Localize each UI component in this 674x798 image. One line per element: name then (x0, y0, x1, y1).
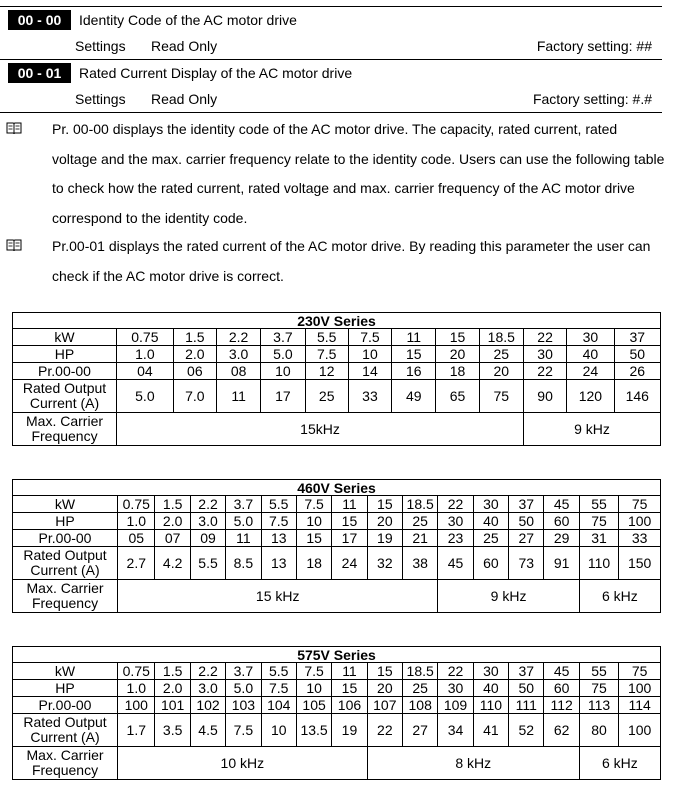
book-icon (6, 122, 22, 135)
table-cell: 50 (614, 346, 660, 363)
table-cell: 2.0 (155, 513, 190, 530)
table-cell: 60 (473, 547, 508, 580)
table-cell: 7.5 (261, 513, 296, 530)
table-cell: 150 (619, 547, 661, 580)
table-cell: 1.0 (118, 680, 155, 697)
row-label: kW (13, 496, 118, 513)
table-cell: 24 (567, 363, 614, 380)
table-cell: 75 (579, 680, 619, 697)
table-cell: 20 (367, 513, 402, 530)
table-cell: 10 (348, 346, 391, 363)
carrier-cell: 10 kHz (118, 747, 368, 780)
table-cell: 05 (118, 530, 155, 547)
table-cell: 40 (473, 680, 508, 697)
settings-mode: Read Only (151, 38, 218, 54)
table-cell: 25 (403, 680, 438, 697)
note-identity-code (0, 115, 670, 233)
table-cell: 7.5 (261, 680, 296, 697)
table-cell: 18 (296, 547, 331, 580)
table-cell: 146 (614, 380, 660, 413)
carrier-frequency-row (13, 413, 661, 446)
table-cell: 08 (216, 363, 260, 380)
table-cell: 27 (509, 530, 544, 547)
row-label: HP (13, 513, 118, 530)
row-label-line: Max. Carrier (26, 747, 104, 763)
row-label (13, 714, 118, 747)
table-cell: 32 (367, 547, 402, 580)
table-cell: 5.5 (190, 547, 225, 580)
table-575v-series (12, 646, 661, 780)
table-cell: 23 (438, 530, 473, 547)
table-cell: 55 (579, 496, 619, 513)
row-label-line: Rated Output (22, 380, 107, 396)
table-cell: 5.0 (117, 380, 174, 413)
param-title: Rated Current Display of the AC motor drive (79, 65, 353, 81)
table-cell: 5.5 (261, 663, 296, 680)
table-cell: 0.75 (117, 329, 174, 346)
row-label: HP (13, 346, 117, 363)
table-cell: 50 (509, 680, 544, 697)
table-cell: 25 (403, 513, 438, 530)
pr-row (13, 363, 661, 380)
table-cell: 75 (479, 380, 523, 413)
table-cell: 100 (619, 680, 661, 697)
table-cell: 20 (367, 680, 402, 697)
table-cell: 7.5 (348, 329, 391, 346)
table-cell: 50 (509, 513, 544, 530)
rated-current-row (13, 714, 661, 747)
table-title-row (13, 480, 661, 496)
param-00-00 (0, 6, 662, 60)
table-title-row (13, 647, 661, 663)
row-label-line: Rated Output (23, 547, 107, 563)
table-cell: 1.5 (155, 663, 190, 680)
table-cell: 60 (544, 513, 579, 530)
table-cell: 110 (579, 547, 619, 580)
carrier-frequency-row (13, 747, 661, 780)
table-cell: 11 (332, 496, 367, 513)
row-label (13, 413, 117, 446)
table-cell: 15 (296, 530, 331, 547)
table-cell: 18.5 (479, 329, 523, 346)
table-cell: 37 (614, 329, 660, 346)
settings-mode: Read Only (151, 91, 218, 107)
table-cell: 0.75 (118, 663, 155, 680)
table-cell: 18.5 (403, 663, 438, 680)
book-icon (6, 239, 22, 252)
param-code: 00 - 00 (8, 10, 71, 30)
table-cell: 3.5 (155, 714, 190, 747)
row-label-line: Frequency (31, 428, 98, 444)
carrier-cell: 15kHz (117, 413, 524, 446)
table-cell: 110 (473, 697, 508, 714)
table-cell: 3.0 (190, 513, 225, 530)
table-cell: 41 (473, 714, 508, 747)
table-cell: 15 (367, 663, 402, 680)
table-cell: 12 (305, 363, 348, 380)
settings-label: Settings (75, 91, 126, 107)
table-cell: 30 (438, 513, 473, 530)
row-label-line: Frequency (31, 762, 99, 778)
table-title-row (13, 313, 661, 329)
row-label-line: Max. Carrier (26, 580, 104, 596)
table-cell: 11 (332, 663, 367, 680)
row-label (13, 380, 117, 413)
table-cell: 2.7 (118, 547, 155, 580)
table-cell: 60 (544, 680, 579, 697)
table-cell: 0.75 (118, 496, 155, 513)
table-cell: 17 (261, 380, 305, 413)
table-cell: 5.0 (226, 513, 261, 530)
param-header (0, 59, 662, 86)
factory-setting: Factory setting: ## (536, 38, 652, 54)
table-cell: 13.5 (296, 714, 331, 747)
table-cell: 20 (479, 363, 523, 380)
table-cell: 114 (619, 697, 661, 714)
table-cell: 30 (523, 346, 566, 363)
table-cell: 5.0 (261, 346, 305, 363)
table-cell: 33 (348, 380, 391, 413)
table-cell: 3.7 (261, 329, 305, 346)
factory-setting: Factory setting: #.# (532, 91, 652, 107)
table-cell: 1.0 (117, 346, 174, 363)
table-cell: 5.5 (305, 329, 348, 346)
row-label (13, 747, 118, 780)
table-cell: 34 (438, 714, 473, 747)
table-cell: 15 (332, 513, 367, 530)
note-text: Pr.00-01 displays the rated current of the AC motor drive. By reading this parameter the user can check if the AC motor drive is correct. (52, 238, 651, 284)
table-cell: 30 (567, 329, 614, 346)
table-cell: 5.0 (226, 680, 261, 697)
settings-label: Settings (75, 38, 126, 54)
table-460v-series (12, 479, 661, 613)
table-cell: 37 (509, 663, 544, 680)
row-label: Pr.00-00 (13, 697, 118, 714)
table-cell: 30 (473, 496, 508, 513)
param-header (0, 6, 662, 33)
table-cell: 45 (438, 547, 473, 580)
table-cell: 4.2 (155, 547, 190, 580)
table-cell: 7.5 (305, 346, 348, 363)
table-cell: 33 (619, 530, 661, 547)
table-cell: 7.0 (173, 380, 216, 413)
table-cell: 2.0 (155, 680, 190, 697)
table-cell: 62 (544, 714, 579, 747)
table-cell: 10 (296, 513, 331, 530)
table-cell: 75 (579, 513, 619, 530)
table-cell: 21 (403, 530, 438, 547)
table-cell: 90 (523, 380, 566, 413)
table-cell: 19 (367, 530, 402, 547)
table-cell: 15 (392, 346, 436, 363)
table-cell: 15 (436, 329, 479, 346)
row-label: HP (13, 680, 118, 697)
kw-row (13, 496, 661, 513)
table-title: 230V Series (13, 313, 661, 329)
table-cell: 1.7 (118, 714, 155, 747)
carrier-cell: 9 kHz (523, 413, 660, 446)
param-code: 00 - 01 (8, 63, 71, 83)
table-cell: 8.5 (226, 547, 261, 580)
table-cell: 25 (305, 380, 348, 413)
table-title: 575V Series (13, 647, 661, 663)
table-cell: 113 (579, 697, 619, 714)
table-cell: 2.2 (190, 663, 225, 680)
carrier-cell: 6 kHz (579, 580, 660, 613)
table-cell: 2.2 (190, 496, 225, 513)
table-cell: 10 (261, 363, 305, 380)
table-cell: 25 (479, 346, 523, 363)
table-cell: 15 (332, 680, 367, 697)
table-cell: 22 (367, 714, 402, 747)
table-cell: 105 (296, 697, 331, 714)
carrier-cell: 9 kHz (438, 580, 579, 613)
table-cell: 1.5 (173, 329, 216, 346)
carrier-cell: 15 kHz (118, 580, 438, 613)
table-cell: 45 (544, 496, 579, 513)
table-cell: 2.2 (216, 329, 260, 346)
hp-row (13, 680, 661, 697)
row-label-line: Current (A) (29, 395, 100, 411)
table-cell: 10 (296, 680, 331, 697)
param-title: Identity Code of the AC motor drive (79, 12, 297, 28)
table-230v-series (12, 312, 661, 446)
table-cell: 3.0 (190, 680, 225, 697)
table-cell: 18 (436, 363, 479, 380)
table-cell: 37 (509, 496, 544, 513)
pr-row (13, 530, 661, 547)
table-cell: 4.5 (190, 714, 225, 747)
table-cell: 111 (509, 697, 544, 714)
hp-row (13, 513, 661, 530)
table-cell: 24 (332, 547, 367, 580)
table-cell: 120 (567, 380, 614, 413)
table-cell: 100 (118, 697, 155, 714)
table-cell: 75 (619, 496, 661, 513)
table-title: 460V Series (13, 480, 661, 496)
table-cell: 22 (523, 363, 566, 380)
table-cell: 19 (332, 714, 367, 747)
param-settings-row (0, 33, 662, 60)
table-cell: 103 (226, 697, 261, 714)
param-00-01 (0, 59, 662, 113)
table-cell: 16 (392, 363, 436, 380)
row-label-line: Rated Output (23, 714, 107, 730)
row-label-line: Current (A) (30, 562, 100, 578)
table-cell: 07 (155, 530, 190, 547)
table-cell: 20 (436, 346, 479, 363)
table-cell: 40 (473, 513, 508, 530)
table-cell: 11 (226, 530, 261, 547)
table-cell: 22 (438, 663, 473, 680)
table-cell: 7.5 (296, 663, 331, 680)
param-settings-row (0, 86, 662, 113)
row-label-line: Frequency (31, 595, 99, 611)
table-cell: 17 (332, 530, 367, 547)
table-cell: 107 (367, 697, 402, 714)
table-cell: 55 (579, 663, 619, 680)
table-cell: 91 (544, 547, 579, 580)
table-cell: 106 (332, 697, 367, 714)
table-cell: 3.7 (226, 663, 261, 680)
table-cell: 11 (216, 380, 260, 413)
table-cell: 108 (403, 697, 438, 714)
table-cell: 45 (544, 663, 579, 680)
row-label: Pr.00-00 (13, 363, 117, 380)
table-cell: 3.0 (216, 346, 260, 363)
rated-current-row (13, 547, 661, 580)
table-cell: 80 (579, 714, 619, 747)
table-cell: 109 (438, 697, 473, 714)
rated-current-row (13, 380, 661, 413)
table-cell: 30 (473, 663, 508, 680)
table-cell: 06 (173, 363, 216, 380)
table-cell: 13 (261, 547, 296, 580)
table-cell: 09 (190, 530, 225, 547)
table-cell: 25 (473, 530, 508, 547)
table-cell: 15 (367, 496, 402, 513)
table-cell: 7.5 (296, 496, 331, 513)
table-cell: 49 (392, 380, 436, 413)
table-cell: 18.5 (403, 496, 438, 513)
table-cell: 26 (614, 363, 660, 380)
table-cell: 7.5 (226, 714, 261, 747)
table-cell: 100 (619, 513, 661, 530)
note-rated-current (0, 232, 670, 291)
table-cell: 22 (523, 329, 566, 346)
table-cell: 27 (403, 714, 438, 747)
row-label: Pr.00-00 (13, 530, 118, 547)
row-label: kW (13, 329, 117, 346)
table-cell: 14 (348, 363, 391, 380)
table-cell: 73 (509, 547, 544, 580)
table-cell: 1.0 (118, 513, 155, 530)
table-cell: 112 (544, 697, 579, 714)
row-label-line: Current (A) (30, 729, 100, 745)
table-cell: 30 (438, 680, 473, 697)
carrier-cell: 8 kHz (367, 747, 579, 780)
row-label-line: Max. Carrier (26, 413, 104, 429)
note-text: Pr. 00-00 displays the identity code of the AC motor drive. The capacity, rated current, rated voltage and the max. carrier frequency relate to the identity code. Users can use the following table to check how the rated current, rated voltage and max. carrier frequency of the AC motor drive correspond to the identity code. (52, 121, 665, 226)
table-cell: 104 (261, 697, 296, 714)
pr-row (13, 697, 661, 714)
table-cell: 100 (619, 714, 661, 747)
table-cell: 31 (579, 530, 619, 547)
table-cell: 75 (619, 663, 661, 680)
table-cell: 5.5 (261, 496, 296, 513)
table-cell: 101 (155, 697, 190, 714)
table-cell: 13 (261, 530, 296, 547)
table-cell: 11 (392, 329, 436, 346)
kw-row (13, 329, 661, 346)
table-cell: 3.7 (226, 496, 261, 513)
table-cell: 22 (438, 496, 473, 513)
kw-row (13, 663, 661, 680)
table-cell: 65 (436, 380, 479, 413)
table-cell: 52 (509, 714, 544, 747)
carrier-cell: 6 kHz (579, 747, 660, 780)
table-cell: 40 (567, 346, 614, 363)
hp-row (13, 346, 661, 363)
table-cell: 10 (261, 714, 296, 747)
table-cell: 04 (117, 363, 174, 380)
table-cell: 2.0 (173, 346, 216, 363)
table-cell: 102 (190, 697, 225, 714)
table-cell: 29 (544, 530, 579, 547)
table-cell: 38 (403, 547, 438, 580)
row-label (13, 580, 118, 613)
table-cell: 1.5 (155, 496, 190, 513)
row-label: kW (13, 663, 118, 680)
row-label (13, 547, 118, 580)
carrier-frequency-row (13, 580, 661, 613)
